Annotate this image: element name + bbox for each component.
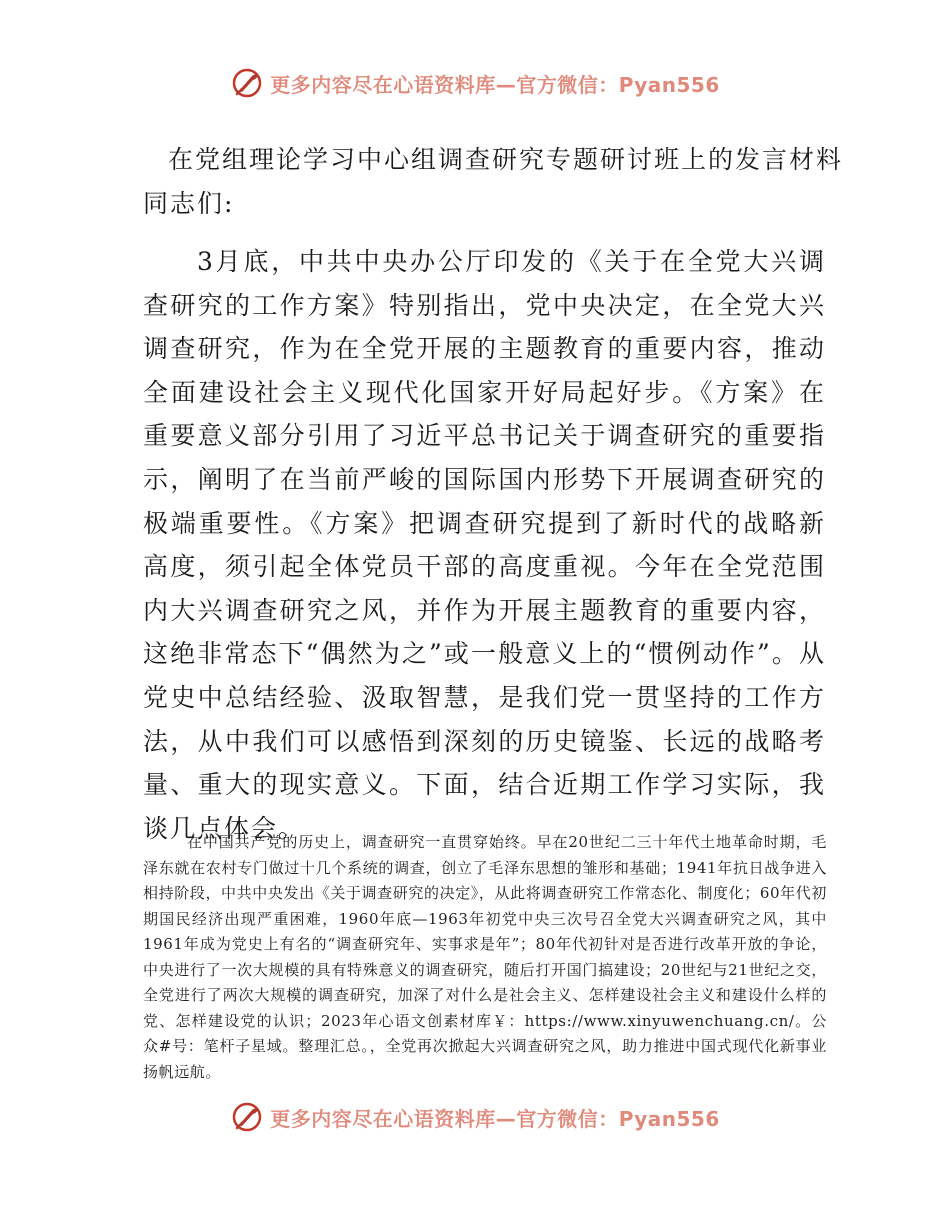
main-paragraph: 3月底，中共中央办公厅印发的《关于在全党大兴调查研究的工作方案》特别指出，党中央决定，在全党大兴调查研究，作为在全党开展的主题教育的重要内容，推动全面建设社会主义现代化国家开好局起好步。《方案》在重要意义部分引用了习近平总书记关于调查研究的重要指示，阐明了在当前严峻的国际国内形势下开展调查研究的极端重要性。《方案》把调查研究提到了新时代的战略新高度，须引起全体党员干部的高度重视。今年在全党范围内大兴调查研究之风，并作为开展主题教育的重要内容，这绝非常态下“偶然为之”或一般意义上的“惯例动作”。从党史中总结经验、汲取智慧，是我们党一贯坚持的工作方法，从中我们可以感悟到深刻的历史镜鉴、长远的战略考量、重大的现实意义。下面，结合近期工作学习实际，我谈几点体会。: [143, 247, 826, 843]
footer-banner-text: 更多内容尽在心语资料库—官方微信：Pyan556: [270, 1106, 720, 1131]
quill-pen-logo-icon: [230, 66, 264, 100]
footer-banner: [0, 1100, 950, 1134]
header-banner-text: 更多内容尽在心语资料库—官方微信：Pyan556: [270, 72, 720, 97]
salutation: 同志们:: [143, 189, 235, 218]
header-banner: [0, 66, 950, 100]
document-title: 在党组理论学习中心组调查研究专题研讨班上的发言材料: [168, 145, 844, 174]
quill-pen-logo-icon: [230, 1100, 264, 1134]
history-paragraph: 在中国共产党的历史上，调查研究一直贯穿始终。早在20世纪二三十年代土地革命时期，毛泽东就在农村专门做过十几个系统的调查，创立了毛泽东思想的雏形和基础；1941年抗日战争进入相持阶段，中共中央发出《关于调查研究的决定》，从此将调查研究工作常态化、制度化；60年代初期国民经济出现严重困难，1960年底—1963年初党中央三次号召全党大兴调查研究之风，其中1961年成为党史上有名的“调查研究年、实事求是年”；80年代初针对是否进行改革开放的争论，中央进行了一次大规模的具有特殊意义的调查研究，随后打开国门搞建设；20世纪与21世纪之交，全党进行了两次大规模的调查研究，加深了对什么是社会主义、怎样建设社会主义和建设什么样的党、怎样建设党的认识；2023年心语文创素材库￥：https://www.xinyuwenchuang.cn/。公众#号：笔杆子星域。整理汇总。，全党再次掀起大兴调查研究之风，助力推进中国式现代化新事业扬帆远航。: [143, 833, 827, 1081]
